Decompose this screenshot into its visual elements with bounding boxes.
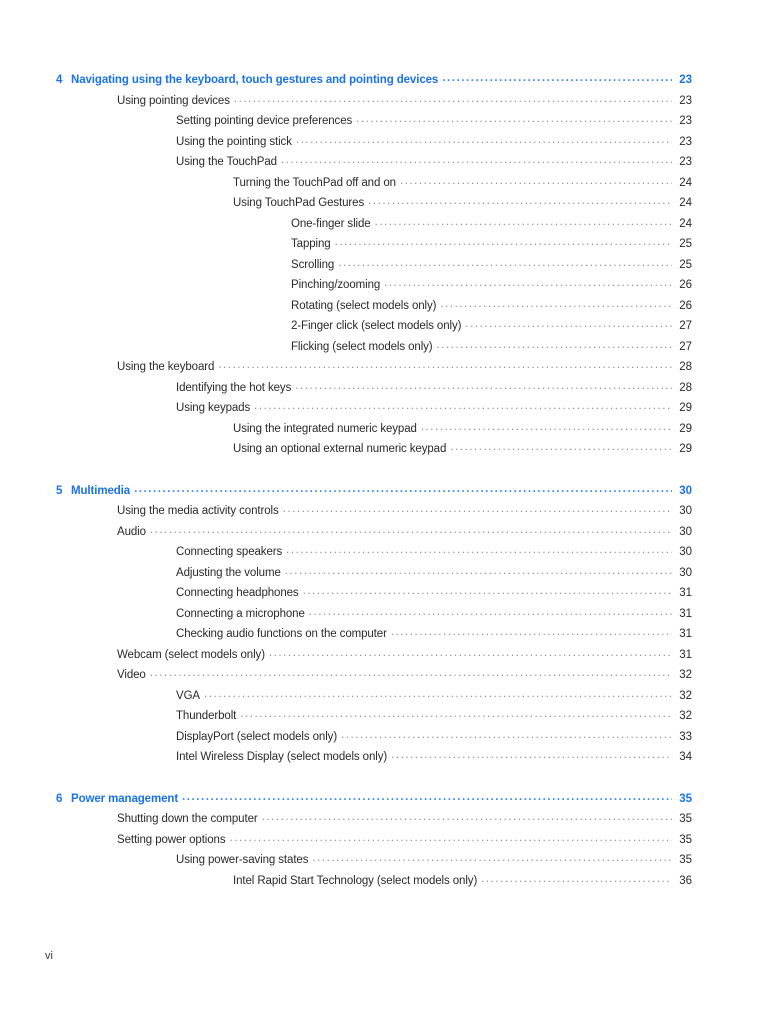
toc-entry-label: Rotating (select models only) bbox=[291, 299, 437, 312]
toc-entry-list bbox=[0, 70, 760, 891]
toc-entry-label: One-finger slide bbox=[291, 217, 371, 230]
toc-entry-row[interactable] bbox=[291, 337, 692, 358]
toc-dot-leader bbox=[281, 152, 672, 171]
toc-entry-row[interactable] bbox=[291, 316, 692, 337]
toc-page-number: 26 bbox=[679, 279, 692, 291]
toc-page-number: 24 bbox=[679, 217, 692, 230]
toc-entry-row[interactable] bbox=[176, 132, 692, 153]
toc-entry-label: Using the media activity controls bbox=[117, 505, 279, 517]
toc-dot-leader bbox=[134, 481, 672, 500]
toc-entry-row[interactable] bbox=[176, 542, 692, 563]
toc-chapter-row[interactable] bbox=[56, 789, 692, 810]
toc-dot-leader bbox=[285, 563, 672, 582]
toc-entry-row[interactable] bbox=[291, 214, 692, 235]
toc-entry-label bbox=[56, 481, 130, 502]
toc-page-number: 30 bbox=[679, 525, 692, 538]
toc-page-number: 29 bbox=[679, 443, 692, 455]
toc-page-number: 35 bbox=[679, 854, 692, 866]
toc-entry-row[interactable] bbox=[233, 173, 692, 194]
toc-entry-row[interactable] bbox=[117, 830, 692, 851]
toc-dot-leader bbox=[384, 275, 672, 294]
toc-entry-label: Pinching/zooming bbox=[291, 279, 381, 291]
toc-entry-label: Video bbox=[117, 669, 146, 681]
toc-dot-leader bbox=[150, 665, 672, 684]
toc-entry-row[interactable] bbox=[176, 111, 692, 132]
toc-entry-row[interactable] bbox=[233, 439, 692, 460]
toc-dot-leader bbox=[341, 727, 672, 746]
toc-entry-row[interactable] bbox=[176, 583, 692, 604]
toc-entry-label: Tapping bbox=[291, 238, 331, 250]
toc-dot-leader bbox=[269, 645, 672, 664]
toc-entry-label: Using TouchPad Gestures bbox=[233, 197, 365, 209]
toc-entry-label: Using pointing devices bbox=[117, 94, 230, 107]
toc-entry-label: 2-Finger click (select models only) bbox=[291, 320, 462, 332]
toc-page-number: 23 bbox=[679, 74, 692, 86]
toc-entry-row[interactable] bbox=[176, 378, 692, 399]
toc-entry-row[interactable] bbox=[176, 686, 692, 707]
toc-page-number: 35 bbox=[679, 792, 692, 805]
toc-entry-row[interactable] bbox=[117, 665, 692, 686]
toc-entry-row[interactable] bbox=[291, 275, 692, 296]
toc-dot-leader bbox=[335, 234, 672, 253]
toc-entry-label: Using power-saving states bbox=[176, 854, 309, 866]
toc-page-number: 27 bbox=[679, 320, 692, 332]
toc-entry-label: Using the TouchPad bbox=[176, 156, 277, 168]
toc-entry-label: Using keypads bbox=[176, 402, 251, 414]
toc-entry-label: Shutting down the computer bbox=[117, 813, 258, 825]
toc-page-number: 26 bbox=[679, 299, 692, 312]
toc-chapter-number: 4 bbox=[56, 74, 63, 86]
toc-entry-label: Flicking (select models only) bbox=[291, 340, 433, 353]
toc-dot-leader bbox=[230, 830, 673, 849]
toc-entry-row[interactable] bbox=[176, 706, 692, 727]
toc-entry-label bbox=[56, 789, 178, 810]
toc-dot-leader bbox=[338, 255, 672, 274]
toc-dot-leader bbox=[450, 439, 672, 458]
toc-page-number: 27 bbox=[679, 340, 692, 353]
toc-dot-leader bbox=[437, 337, 672, 356]
toc-entry-label: Setting pointing device preferences bbox=[176, 115, 353, 127]
toc-entry-row[interactable] bbox=[176, 850, 692, 871]
toc-entry-row[interactable] bbox=[176, 398, 692, 419]
toc-entry-label: Turning the TouchPad off and on bbox=[233, 176, 396, 189]
toc-entry-row[interactable] bbox=[117, 91, 692, 112]
toc-entry-row[interactable] bbox=[291, 296, 692, 317]
toc-page-number: 33 bbox=[679, 730, 692, 743]
toc-dot-leader bbox=[296, 132, 672, 151]
toc-page-number: 23 bbox=[679, 135, 692, 148]
toc-page-number: 29 bbox=[679, 422, 692, 435]
toc-entry-label: DisplayPort (select models only) bbox=[176, 730, 338, 743]
toc-page-number: 24 bbox=[679, 197, 692, 209]
toc-page-number: 23 bbox=[679, 156, 692, 168]
toc-dot-leader bbox=[375, 214, 672, 233]
toc-dot-leader bbox=[240, 706, 672, 725]
toc-page-number: 23 bbox=[679, 115, 692, 127]
toc-page-number: 32 bbox=[679, 710, 692, 722]
toc-page-number: 24 bbox=[679, 176, 692, 189]
toc-dot-leader bbox=[150, 522, 672, 541]
toc-page-number: 35 bbox=[679, 813, 692, 825]
toc-dot-leader bbox=[182, 789, 672, 808]
toc-entry-row[interactable] bbox=[117, 522, 692, 543]
toc-dot-leader bbox=[356, 111, 672, 130]
toc-dot-leader bbox=[481, 871, 672, 890]
toc-page-number: 31 bbox=[679, 587, 692, 599]
toc-entry-row[interactable] bbox=[176, 624, 692, 645]
toc-page-number: 25 bbox=[679, 258, 692, 271]
toc-page-number: 32 bbox=[679, 689, 692, 702]
toc-entry-label: Audio bbox=[117, 525, 146, 538]
toc-entry-label: Connecting speakers bbox=[176, 546, 283, 558]
toc-entry-row[interactable] bbox=[291, 255, 692, 276]
toc-dot-leader bbox=[391, 747, 672, 766]
toc-page-number: 35 bbox=[679, 833, 692, 846]
toc-page-number: 31 bbox=[679, 628, 692, 640]
toc-page-number: 28 bbox=[679, 361, 692, 373]
toc-entry-row[interactable] bbox=[117, 357, 692, 378]
toc-entry-label: VGA bbox=[176, 689, 200, 702]
toc-entry-label: Setting power options bbox=[117, 833, 226, 846]
toc-dot-leader bbox=[421, 419, 672, 438]
toc-entry-row[interactable] bbox=[291, 234, 692, 255]
toc-entry-label: Using the integrated numeric keypad bbox=[233, 422, 417, 435]
toc-dot-leader bbox=[204, 686, 672, 705]
toc-page-number: 28 bbox=[679, 381, 692, 394]
toc-entry-label: Using the pointing stick bbox=[176, 135, 292, 148]
toc-entry-row[interactable] bbox=[233, 871, 692, 892]
toc-page-number: 30 bbox=[679, 546, 692, 558]
page-folio: vi bbox=[45, 950, 53, 962]
toc-page-number: 31 bbox=[679, 607, 692, 620]
toc-page-number: 29 bbox=[679, 402, 692, 414]
toc-page-number: 34 bbox=[679, 751, 692, 763]
toc-entry-row[interactable] bbox=[176, 747, 692, 768]
toc-entry-label: Intel Wireless Display (select models only) bbox=[176, 751, 388, 763]
toc-entry-row[interactable] bbox=[176, 152, 692, 173]
toc-chapter-title: Multimedia bbox=[71, 484, 131, 497]
toc-dot-leader bbox=[368, 193, 672, 212]
toc-entry-label: Adjusting the volume bbox=[176, 566, 281, 579]
toc-entry-label: Webcam (select models only) bbox=[117, 648, 265, 661]
toc-dot-leader bbox=[400, 173, 672, 192]
toc-page-number: 30 bbox=[679, 505, 692, 517]
toc-chapter-row[interactable] bbox=[56, 481, 692, 502]
toc-entry-row[interactable] bbox=[176, 604, 692, 625]
toc-dot-leader bbox=[218, 357, 672, 376]
toc-page-number: 30 bbox=[679, 484, 692, 497]
toc-chapter-row[interactable] bbox=[56, 70, 692, 91]
toc-chapter-title: Navigating using the keyboard, touch gestures and pointing devices bbox=[71, 74, 439, 86]
toc-dot-leader bbox=[309, 604, 672, 623]
toc-entry-label: Using an optional external numeric keypad bbox=[233, 443, 447, 455]
toc-dot-leader bbox=[295, 378, 672, 397]
toc-chapter-number: 5 bbox=[56, 484, 63, 497]
toc-dot-leader bbox=[286, 542, 672, 561]
toc-page-number: 23 bbox=[679, 94, 692, 107]
toc-dot-leader bbox=[234, 91, 672, 110]
toc-entry-row[interactable] bbox=[233, 419, 692, 440]
toc-entry-label: Identifying the hot keys bbox=[176, 381, 292, 394]
toc-dot-leader bbox=[312, 850, 672, 869]
toc-page-number: 32 bbox=[679, 669, 692, 681]
toc-entry-label: Scrolling bbox=[291, 258, 335, 271]
toc-entry-row[interactable] bbox=[233, 193, 692, 214]
toc-entry-row[interactable] bbox=[176, 563, 692, 584]
toc-dot-leader bbox=[262, 809, 672, 828]
toc-chapter-title: Power management bbox=[71, 792, 179, 805]
toc-entry-label: Checking audio functions on the computer bbox=[176, 628, 387, 640]
toc-entry-label: Connecting a microphone bbox=[176, 607, 305, 620]
toc-dot-leader bbox=[254, 398, 672, 417]
toc-dot-leader bbox=[391, 624, 672, 643]
toc-entry-label: Connecting headphones bbox=[176, 587, 299, 599]
toc-dot-leader bbox=[465, 316, 672, 335]
toc-entry-row[interactable] bbox=[176, 727, 692, 748]
toc-entry-label bbox=[56, 70, 438, 91]
toc-page-number: 36 bbox=[679, 874, 692, 887]
toc-chapter-number: 6 bbox=[56, 792, 63, 805]
toc-dot-leader bbox=[303, 583, 672, 602]
toc-entry-row[interactable] bbox=[117, 645, 692, 666]
toc-entry-label: Intel Rapid Start Technology (select models only) bbox=[233, 874, 478, 887]
toc-page-number: 31 bbox=[679, 648, 692, 661]
toc-entry-label: Using the keyboard bbox=[117, 361, 215, 373]
toc-page-number: 25 bbox=[679, 238, 692, 250]
toc-dot-leader bbox=[283, 501, 672, 520]
toc-entry-label: Thunderbolt bbox=[176, 710, 237, 722]
toc-page-number: 30 bbox=[679, 566, 692, 579]
toc-entry-row[interactable] bbox=[117, 501, 692, 522]
toc-dot-leader bbox=[442, 70, 672, 89]
toc-entry-row[interactable] bbox=[117, 809, 692, 830]
toc-dot-leader bbox=[440, 296, 672, 315]
